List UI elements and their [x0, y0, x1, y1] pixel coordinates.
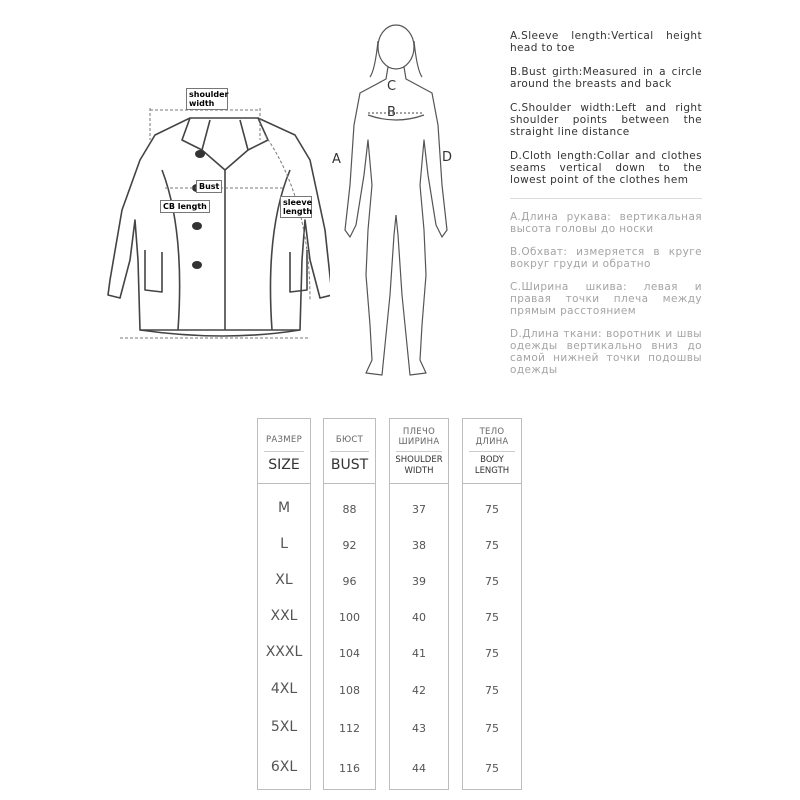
shoulder-cell: 43 — [412, 722, 426, 735]
cb-length-label: CB length — [160, 200, 210, 213]
bust-header-en: BUST — [330, 457, 369, 473]
bust-cell: 108 — [339, 684, 360, 697]
size-cell: 5XL — [270, 719, 298, 735]
shoulder-cell: 42 — [412, 684, 426, 697]
coat-outline — [108, 118, 330, 330]
definition-en-c: C.Shoulder width:Left and right shoulder points between the straight line distance — [510, 102, 702, 138]
coat-button — [192, 222, 202, 230]
length-cell: 75 — [485, 762, 499, 775]
length-cell: 75 — [485, 611, 499, 624]
body-figure — [320, 15, 480, 385]
definition-en-b: B.Bust girth:Measured in a circle around the breasts and back — [510, 66, 702, 90]
figure-label-b: B — [387, 105, 396, 120]
size-cell: 6XL — [270, 759, 298, 775]
definition-ru-d: D.Длина ткани: воротник и швы одежды вертикально вниз до самой нижней точки подошвы одежды — [510, 328, 702, 376]
coat-button — [192, 261, 202, 269]
definition-en-d: D.Cloth length:Collar and clothes seams vertical down to the lowest point of the clothes hem — [510, 150, 702, 186]
figure-label-d: D — [442, 150, 453, 165]
definition-ru-b: B.Обхват: измеряется в круге вокруг груди и обратно — [510, 246, 702, 270]
length-header-ru: ТЕЛО ДЛИНА — [475, 427, 509, 447]
coat-diagram — [100, 80, 330, 350]
shoulder-cell: 38 — [412, 539, 426, 552]
size-cell: 4XL — [270, 681, 298, 697]
size-cell: XXL — [270, 608, 298, 624]
definition-ru-c: C.Ширина шкива: левая и правая точки плеча между прямым расстоянием — [510, 281, 702, 317]
left-pocket — [145, 250, 162, 292]
length-cell: 75 — [485, 539, 499, 552]
body-drawing — [320, 15, 480, 385]
shoulder-header-en: SHOULDER WIDTH — [395, 455, 443, 476]
size-cell: M — [277, 500, 291, 516]
shoulder-cell: 40 — [412, 611, 426, 624]
bust-header — [324, 419, 375, 484]
bust-cell: 112 — [339, 722, 360, 735]
size-header-ru: РАЗМЕР — [265, 435, 303, 445]
length-cell: 75 — [485, 503, 499, 516]
right-pocket — [290, 250, 307, 292]
bust-cell: 104 — [339, 647, 360, 660]
shoulder-column — [389, 418, 449, 790]
coat-button — [195, 150, 205, 158]
size-header-en: SIZE — [268, 457, 300, 473]
size-cell: XXXL — [265, 644, 303, 660]
bust-cell: 88 — [342, 503, 357, 516]
shoulder-header-ru: ПЛЕЧО ШИРИНА — [398, 427, 440, 447]
shoulder-cell: 39 — [412, 575, 426, 588]
bust-column — [323, 418, 376, 790]
length-cell: 75 — [485, 684, 499, 697]
bust-label: Bust — [196, 180, 222, 193]
figure-label-c: C — [387, 79, 397, 94]
shoulder-header — [390, 419, 448, 484]
shoulder-cell: 37 — [412, 503, 426, 516]
size-column — [257, 418, 311, 790]
shoulder-width-label: shoulder width — [186, 88, 228, 110]
bust-cell: 96 — [342, 575, 357, 588]
shoulder-cell: 41 — [412, 647, 426, 660]
shoulder-cell: 44 — [412, 762, 426, 775]
length-column — [462, 418, 522, 790]
definition-ru-a: A.Длина рукава: вертикальная высота головы до носки — [510, 211, 702, 235]
sleeve-length-label: sleeve length — [280, 196, 312, 218]
bust-header-ru: БЮСТ — [335, 435, 364, 445]
definition-en-a: A.Sleeve length:Vertical height head to toe — [510, 30, 702, 54]
length-header-en: BODY LENGTH — [474, 455, 510, 476]
figure-label-a: A — [332, 152, 341, 167]
bust-cell: 100 — [339, 611, 360, 624]
size-cell: XL — [275, 572, 293, 588]
bust-cell: 116 — [339, 762, 360, 775]
size-cell: L — [280, 536, 288, 552]
coat-collar — [182, 118, 268, 170]
measurement-definitions — [510, 30, 702, 387]
bust-cell: 92 — [342, 539, 357, 552]
size-header — [258, 419, 310, 484]
length-cell: 75 — [485, 575, 499, 588]
length-cell: 75 — [485, 722, 499, 735]
length-cell: 75 — [485, 647, 499, 660]
definitions-divider — [510, 198, 702, 199]
length-header — [463, 419, 521, 484]
